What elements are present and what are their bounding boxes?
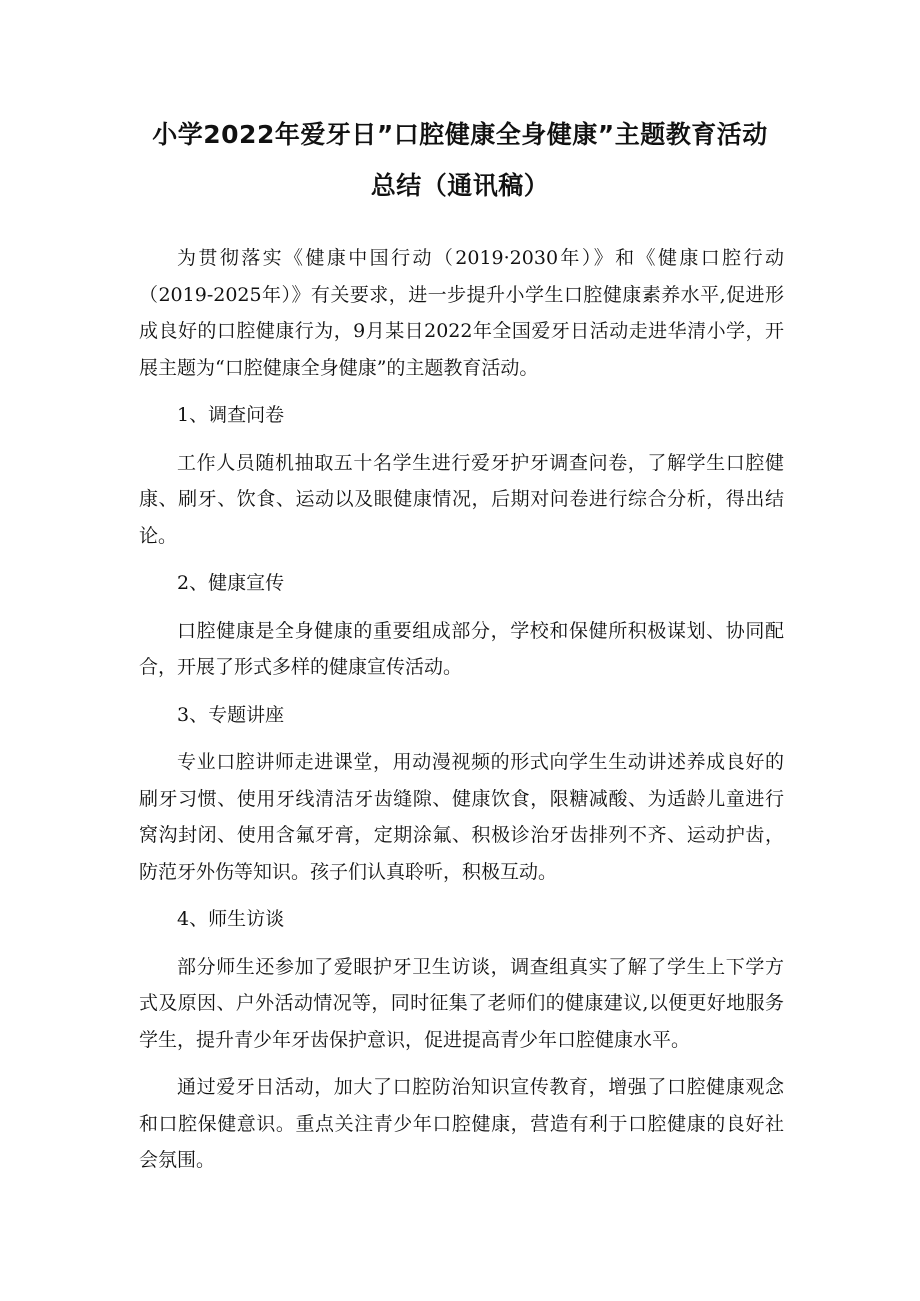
section-body-interview: 部分师生还参加了爱眼护牙卫生访谈，调查组真实了解了学生上下学方式及原因、户外活动情况等，同时征集了老师们的健康建议,以便更好地服务学生，提升青少年牙齿保护意识，促进提高青少年口腔健康水平。 — [139, 955, 784, 1051]
section-heading-survey: 1、调查问卷 — [177, 404, 285, 426]
intro-paragraph: 为贯彻落实《健康中国行动（2019·2030年）》和《健康口腔行动（2019-2025年）》有关要求，进一步提升小学生口腔健康素养水平,促进形成良好的口腔健康行为，9月某日2022年全国爱牙日活动走进华清小学，开展主题为“口腔健康全身健康”的主题教育活动。 — [139, 247, 784, 379]
document-title-line2: 总结（通讯稿） — [370, 171, 550, 200]
document-body — [139, 240, 784, 1179]
conclusion-paragraph: 通过爱牙日活动，加大了口腔防治知识宣传教育，增强了口腔健康观念和口腔保健意识。重点关注青少年口腔健康，营造有利于口腔健康的良好社会氛围。 — [139, 1076, 784, 1171]
section-heading-lecture: 3、专题讲座 — [177, 703, 285, 726]
section-body-survey: 工作人员随机抽取五十名学生进行爱牙护牙调查问卷，了解学生口腔健康、刷牙、饮食、运动以及眼健康情况，后期对问卷进行综合分析，得出结论。 — [139, 451, 784, 547]
section-heading-publicity: 2、健康宣传 — [177, 572, 285, 594]
section-body-publicity: 口腔健康是全身健康的重要组成部分，学校和保健所积极谋划、协同配合，开展了形式多样的健康宣传活动。 — [139, 619, 784, 678]
document-title-line1: 小学2022年爱牙日”口腔健康全身健康”主题教育活动 — [152, 120, 768, 149]
section-body-lecture: 专业口腔讲师走进课堂，用动漫视频的形式向学生生动讲述养成良好的刷牙习惯、使用牙线清洁牙齿缝隙、健康饮食，限糖减酸、为适龄儿童进行窝沟封闭、使用含氟牙膏，定期涂氟、积极诊治牙齿排列不齐、运动护齿，防范牙外伤等知识。孩子们认真聆听，积极互动。 — [139, 751, 784, 883]
section-heading-interview: 4、师生访谈 — [177, 908, 285, 930]
